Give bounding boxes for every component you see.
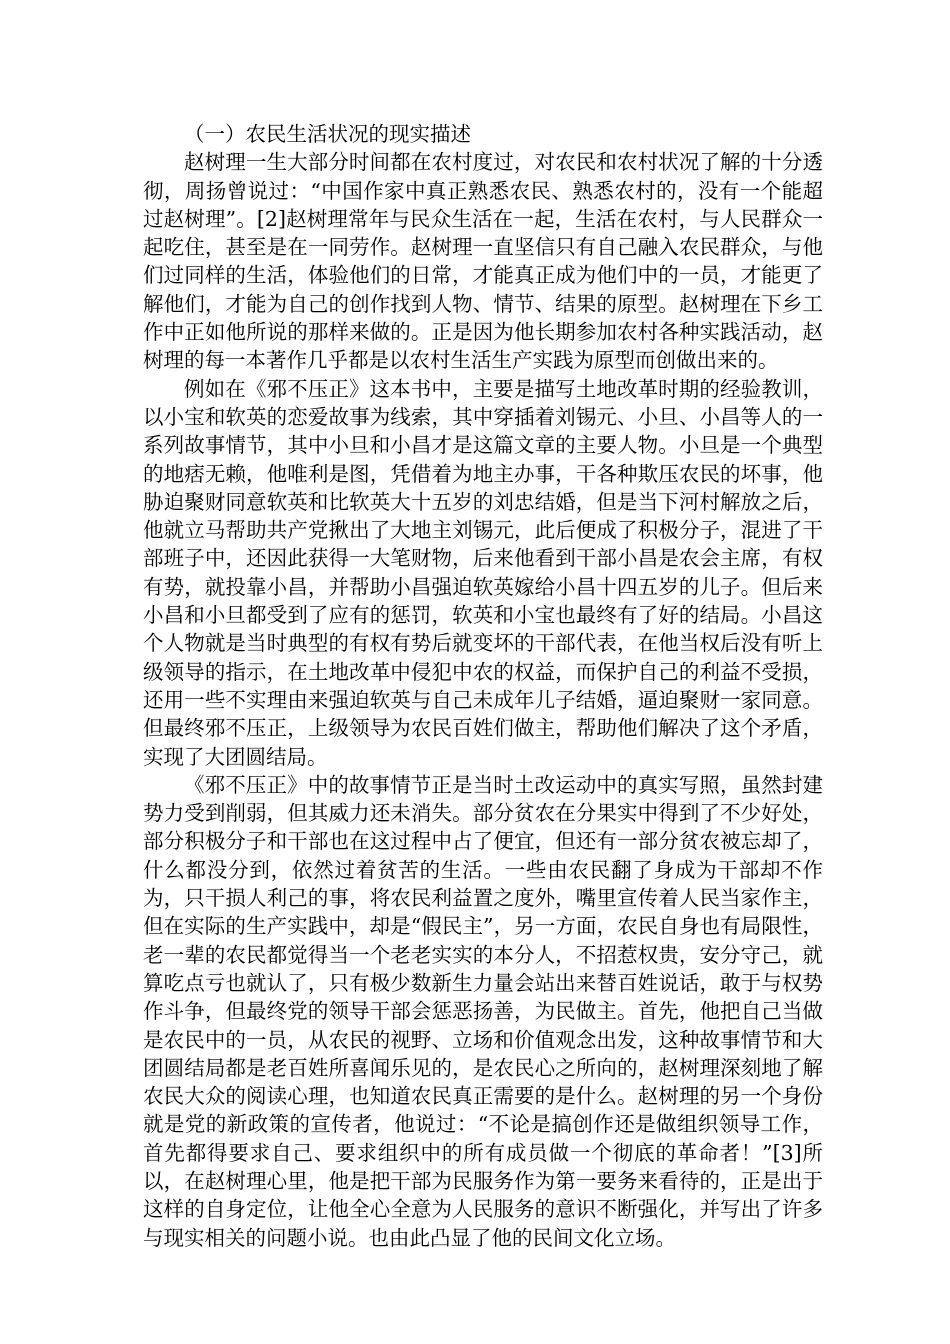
paragraph-intro: 赵树理一生大部分时间都在农村度过，对农民和农村状况了解的十分透彻，周扬曾说过：“中国作家中真正熟悉农民、熟悉农村的，没有一个能超过赵树理”。[2]赵树理常年与民众生活在一起，生活在农村，与人民群众一起吃住，甚至是在一同劳作。赵树理一直坚信只有自己融入农民群众，与他们过同样的生活，体验他们的日常，才能真正成为他们中的一员，才能更了解他们，才能为自己的创作找到人物、情节、结果的原型。赵树理在下乡工作中正如他所说的那样来做的。正是因为他长期参加农村各种实践活动，赵树理的每一本著作几乎都是以农村生活生产实践为原型而创做出来的。: [143, 150, 823, 373]
document-page: [143, 120, 823, 1252]
paragraph-analysis: 《邪不压正》中的故事情节正是当时土改运动中的真实写照，虽然封建势力受到削弱，但其威力还未消失。部分贫农在分果实中得到了不少好处，部分积极分子和干部也在这过程中占了便宜，但还有一部分贫农被忘却了，什么都没分到，依然过着贫苦的生活。一些由农民翻了身成为干部却不作为，只干损人利己的事，将农民利益置之度外，嘴里宣传着人民当家作主，但在实际的生产实践中，却是“假民主”，另一方面，农民自身也有局限性，老一辈的农民都觉得当一个老老实实的本分人，不招惹权贵，安分守己，就算吃点亏也就认了，只有极少数新生力量会站出来替百姓说话，敢于与权势作斗争，但最终党的领导干部会惩恶扬善，为民做主。首先，他把自己当做是农民中的一员，从农民的视野、立场和价值观念出发，这种故事情节和大团圆结局都是老百姓所喜闻乐见的，是农民心之所向的，赵树理深刻地了解农民大众的阅读心理，也知道农民真正需要的是什么。赵树理的另一个身份就是党的新政策的宣传者，他说过：“不论是搞创作还是做组织领导工作，首先都得要求自己、要求组织中的所有成员做一个彻底的革命者！”[3]所以，在赵树理心里，他是把干部为民服务作为第一要务来看待的，正是出于这样的自身定位，让他全心全意为人民服务的意识不断强化，并写出了许多与现实相关的问题小说。也由此凸显了他的民间文化立场。: [143, 772, 823, 1250]
paragraph-example: 例如在《邪不压正》这本书中，主要是描写土地改革时期的经验教训，以小宝和软英的恋爱故事为线索，其中穿插着刘锡元、小旦、小昌等人的一系列故事情节，其中小旦和小昌才是这篇文章的主要人物。小旦是一个典型的地痞无赖，他唯利是图，凭借着为地主办事，干各种欺压农民的坏事，他胁迫聚财同意软英和比软英大十五岁的刘忠结婚，但是当下河村解放之后，他就立马帮助共产党揪出了大地主刘锡元，此后便成了积极分子，混进了干部班子中，还因此获得一大笔财物，后来他看到干部小昌是农会主席，有权有势，就投靠小昌，并帮助小昌强迫软英嫁给小昌十四五岁的儿子。但后来小昌和小旦都受到了应有的惩罚，软英和小宝也最终有了好的结局。小昌这个人物就是当时典型的有权有势后就变坏的干部代表，在他当权后没有听上级领导的指示，在土地改革中侵犯中农的权益，而保护自己的利益不受损，还用一些不实理由来强迫软英与自己未成年儿子结婚，逼迫聚财一家同意。但最终邪不压正，上级领导为农民百姓们做主，帮助他们解决了这个矛盾，实现了大团圆结局。: [143, 376, 823, 769]
section-heading: （一）农民生活状况的现实描述: [184, 122, 471, 146]
